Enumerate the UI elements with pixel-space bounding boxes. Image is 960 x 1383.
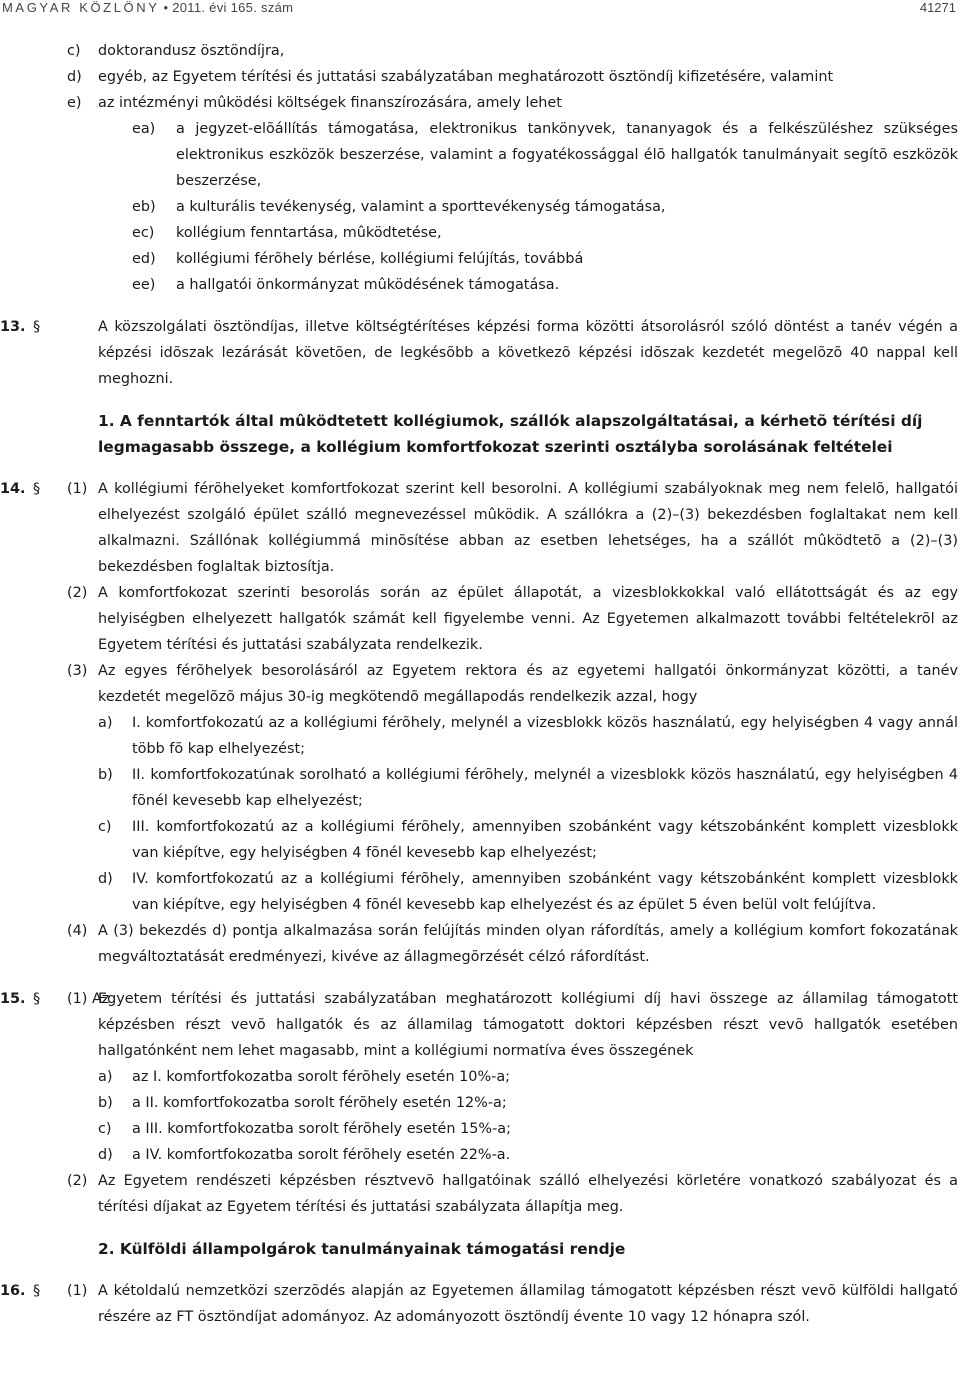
section-14-p3 [0,658,960,710]
clause-label: (1) [67,481,88,497]
item-label: a) [98,715,113,731]
page-header [0,0,960,16]
clause-label: (1) [67,1283,88,1299]
item-text: a III. komfortfokozatba sorolt férõhely esetén 15%-a; [132,1121,511,1137]
clause-text: A (3) bekezdés d) pontja alkalmazása során felújítás minden olyan ráfordítás, amely a kollégium komfort fokozatának megváltoztatását eredményezi, kivéve az állagmegõrzését célzó ráfordítást. [98,923,958,965]
item-text: a II. komfortfokozatba sorolt férõhely esetén 12%-a; [132,1095,507,1111]
list-item [0,64,960,90]
item-text: II. komfortfokozatúnak sorolható a kollégiumi férõhely, melynél a vizesblokk közös használatú, egy helyiségben 4 fõnél kevesebb kap elhelyezést; [132,767,958,809]
journal-title: MAGYAR KÖZLÖNY [2,0,160,15]
section-16-p1 [0,1278,960,1330]
section-number: 16. [0,1283,26,1299]
item-text: egyéb, az Egyetem térítési és juttatási szabályzatában meghatározott ösztöndíj kifizetésére, valamint [98,69,834,85]
item-label: a) [98,1069,113,1085]
sub-item-text: a kulturális tevékenység, valamint a sporttevékenység támogatása, [176,199,666,215]
spacer [0,970,960,986]
item-text: IV. komfortfokozatú az a kollégiumi férõhely, amennyiben szobánként vagy kétszobánként komplett vizesblokk van kiépítve, egy helyiségben 4 fõnél kevesebb kap elhelyezést és az épület 5 éven belül volt felújítva. [132,871,958,913]
chapter-heading: 2. Külföldi állampolgárok tanulmányainak támogatási rendje [98,1240,626,1258]
issue-label: 2011. évi 165. szám [172,0,294,15]
item-text: doktorandusz ösztöndíjra, [98,43,285,59]
sub-list-item [0,220,960,246]
list-item [0,1090,960,1116]
document-body [0,38,960,1330]
paragraph-sign: § [33,991,41,1007]
spacer [0,1220,960,1236]
header-bullet: • [163,0,173,15]
list-item [0,710,960,762]
section-number: 15. [0,991,26,1007]
sub-item-label: ec) [132,225,155,241]
item-text: III. komfortfokozatú az a kollégiumi férõhely, amennyiben szobánként vagy kétszobánként komplett vizesblokk van kiépítve, egy helyiségben 4 fõnél kevesebb kap elhelyezést; [132,819,958,861]
section-13 [0,314,960,392]
clause-text: Az egyes férõhelyek besorolásáról az Egyetem rektora és az egyetemi hallgatói önkormányzat közötti, a tanév kezdetét megelõzõ május 30-ig megkötendõ megállapodás rendelkezik azzal, hogy [98,663,958,705]
item-label: c) [98,1121,112,1137]
clause-label: (2) [67,1173,88,1189]
list-item [0,762,960,814]
item-text: a IV. komfortfokozatba sorolt férõhely esetén 22%-a. [132,1147,511,1163]
clause-text: Egyetem térítési és juttatási szabályzatában meghatározott kollégiumi díj havi összege az államilag támogatott képzésben részt vevõ hallgatók és az államilag támogatott doktori képzésben részt vevõ hallgatók esetében hallgatónként nem lehet magasabb, mint a kollégiumi normatíva éves összegének [98,991,958,1059]
clause-label: (1) Az [67,991,110,1007]
sub-list-item [0,194,960,220]
spacer [0,298,960,314]
sub-item-label: ed) [132,251,156,267]
list-item [0,1064,960,1090]
page-number: 41271 [919,0,956,15]
section-number: 13. [0,319,26,335]
header-left [2,0,293,16]
list-item [0,90,960,116]
list-item [0,866,960,918]
list-item [0,1116,960,1142]
clause-text: Az Egyetem rendészeti képzésben résztvevõ hallgatóinak szálló elhelyezési körletére vonatkozó szabályozat és a térítési díjakat az Egyetem térítési és juttatási szabályzata állapítja meg. [98,1173,958,1215]
sub-item-label: ee) [132,277,156,293]
paragraph-sign: § [33,1283,41,1299]
section-14-p1 [0,476,960,580]
section-14-p4 [0,918,960,970]
section-15-p2 [0,1168,960,1220]
item-label: b) [98,1095,113,1111]
clause-label: (2) [67,585,88,601]
section-14-p2 [0,580,960,658]
item-label: c) [67,43,81,59]
clause-text: A kétoldalú nemzetközi szerzõdés alapján az Egyetemen államilag támogatott képzésben részt vevõ külföldi hallgató részére az FT ösztöndíjat adományoz. Az adományozott ösztöndíj évente 10 vagy 12 hónapra szól. [98,1283,958,1325]
chapter-heading: 1. A fenntartók által mûködtetett kollégiumok, szállók alapszolgáltatásai, a kérhetõ térítési díj legmagasabb összege, a kollégium komfortfokozat szerinti osztályba sorolásának feltételei [98,412,923,456]
item-text: I. komfortfokozatú az a kollégiumi férõhely, melynél a vizesblokk közös használatú, egy helyiségben 4 vagy annál több fõ kap elhelyezést; [132,715,958,757]
section-15-p1 [0,986,960,1064]
paragraph-sign: § [33,319,41,335]
section-text: A közszolgálati ösztöndíjas, illetve költségtérítéses képzési forma közötti átsorolásról szóló döntést a tanév végén a képzési idõszak lezárását követõen, de legkésõbb a következõ képzési idõszak kezdetét megelõzõ 40 nappal kell meghozni. [98,319,958,387]
clause-label: (4) [67,923,88,939]
item-text: az I. komfortfokozatba sorolt férõhely esetén 10%-a; [132,1069,510,1085]
clause-label: (3) [67,663,88,679]
sub-list-item [0,116,960,194]
paragraph-sign: § [33,481,41,497]
spacer [0,392,960,408]
clause-text: A komfortfokozat szerinti besorolás során az épület állapotát, a vizesblokkokkal való ellátottságát és az egy helyiségben elhelyezett hallgatók számát kell figyelembe venni. Az Egyetemen alkalmazott további feltételekrõl az Egyetem térítési és juttatási szabályzata rendelkezik. [98,585,958,653]
spacer [0,460,960,476]
item-label: c) [98,819,112,835]
sub-list-item [0,246,960,272]
sub-item-label: ea) [132,121,156,137]
clause-text: A kollégiumi férõhelyeket komfortfokozat szerint kell besorolni. A kollégiumi szabályoknak meg nem felelõ, hallgatói elhelyezést szolgáló épület szálló megnevezéssel mûködik. A szállókra a (2)–(3) bekezdésben foglaltakat nem kell alkalmazni. Szállónak kollégiummá minõsítése abban az esetben lehetséges, ha a szállót mûködtetõ a (2)–(3) bekezdésben foglaltak biztosítja. [98,481,958,575]
item-label: d) [98,871,113,887]
section-number: 14. [0,481,26,497]
item-label: d) [98,1147,113,1163]
sub-item-text: a hallgatói önkormányzat mûködésének támogatása. [176,277,560,293]
list-item [0,814,960,866]
item-label: b) [98,767,113,783]
item-text: az intézményi mûködési költségek finanszírozására, amely lehet [98,95,562,111]
sub-item-label: eb) [132,199,156,215]
sub-item-text: kollégiumi férõhely bérlése, kollégiumi felújítás, továbbá [176,251,584,267]
item-label: e) [67,95,82,111]
sub-item-text: a jegyzet-elõállítás támogatása, elektronikus tankönyvek, tananyagok és a felkészüléshez szükséges elektronikus eszközök beszerzése, valamint a fogyatékossággal élõ hallgatók tanulmányait segítõ eszközök beszerzése, [176,121,958,189]
sub-list-item [0,272,960,298]
list-item [0,1142,960,1168]
sub-item-text: kollégium fenntartása, mûködtetése, [176,225,442,241]
item-label: d) [67,69,82,85]
list-item [0,38,960,64]
spacer [0,1262,960,1278]
